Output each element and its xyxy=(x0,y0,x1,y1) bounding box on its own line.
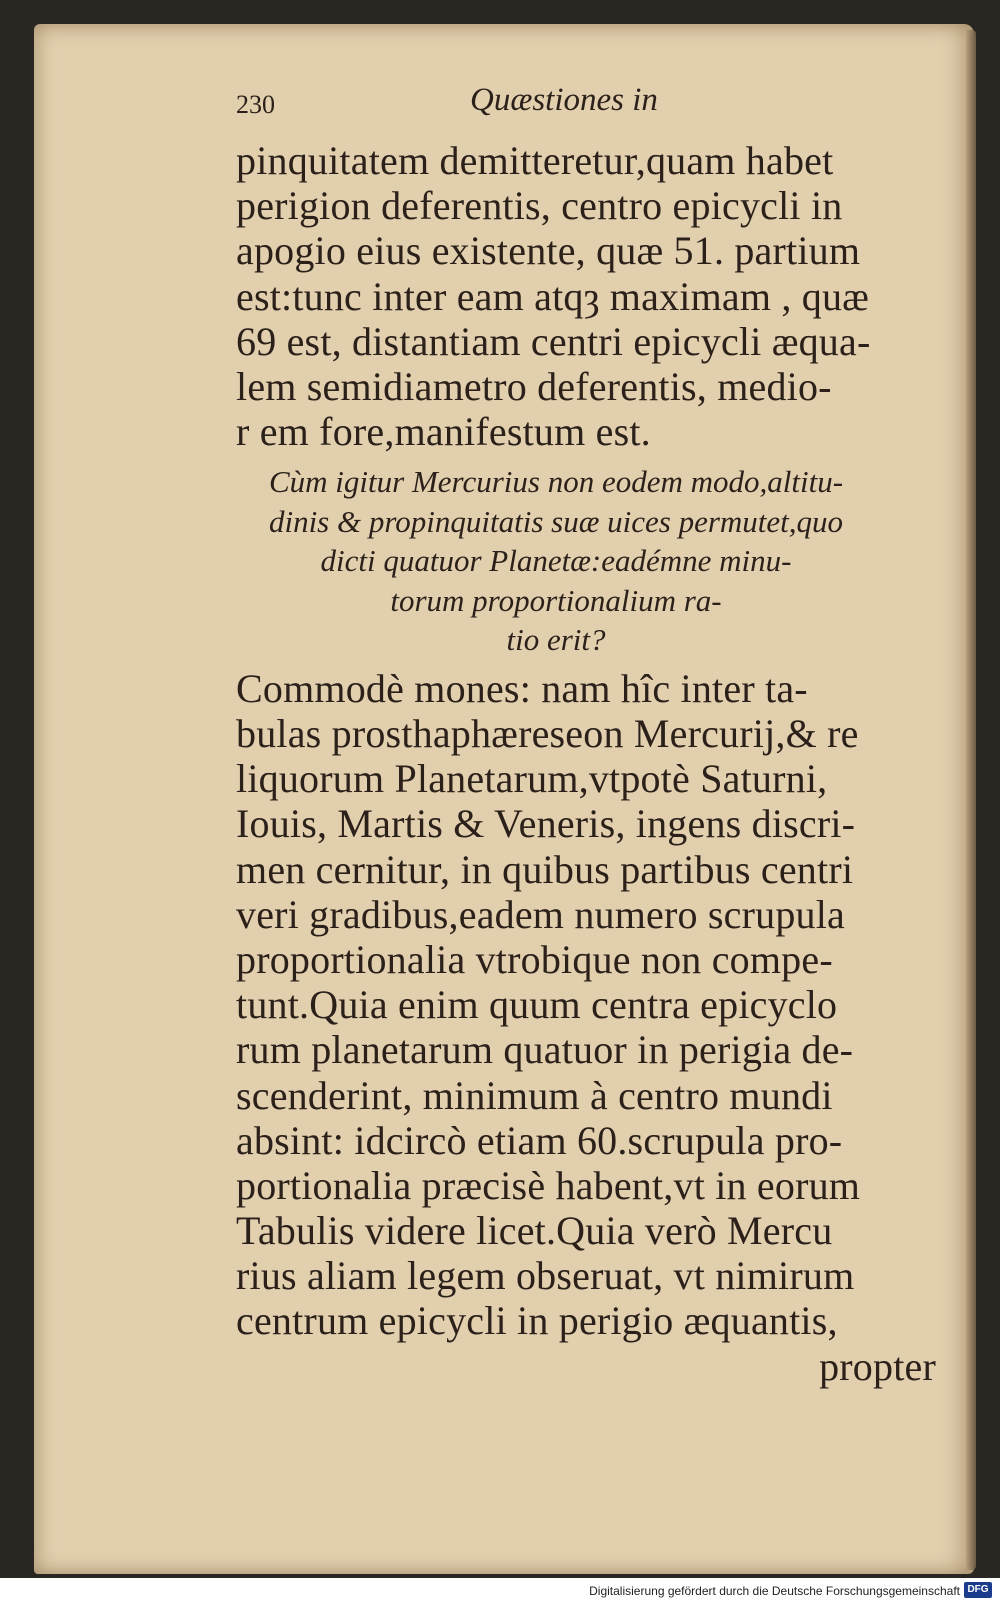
italic-line: torum proportionalium ra- xyxy=(390,582,722,618)
text-line: men cernitur, in quibus partibus centri xyxy=(236,846,854,892)
page-text xyxy=(236,82,936,1389)
text-line: veri gradibus,eadem numero scrupula xyxy=(236,891,846,937)
text-line: pinquitatem demitteretur,quam habet xyxy=(236,138,834,183)
italic-line: dicti quatuor Planetæ:eadémne minu- xyxy=(320,543,792,579)
catchword: propter xyxy=(819,1343,936,1389)
dfg-logo: DFG xyxy=(964,1582,992,1598)
text-line: Tabulis videre licet.Quia verò Mercu xyxy=(236,1208,833,1254)
page-number: 230 xyxy=(236,90,275,119)
text-line: liquorum Planetarum,vtpotè Saturni, xyxy=(236,756,828,802)
italic-line: Cùm igitur Mercurius non eodem modo,altitu- xyxy=(268,464,844,500)
text-line: Commodè mones: nam hîc inter ta- xyxy=(236,665,808,711)
footer-bar xyxy=(0,1578,1000,1607)
italic-question xyxy=(236,462,936,660)
text-line: scenderint, minimum à centro mundi xyxy=(236,1072,833,1118)
page-header xyxy=(236,82,936,138)
text-line: absint: idcircò etiam 60.scrupula pro- xyxy=(236,1117,843,1163)
text-line: lem semidiametro deferentis, medio- xyxy=(236,363,832,409)
text-line: 69 est, distantiam centri epicycli æqua- xyxy=(236,318,871,364)
text-line: tunt.Quia enim quum centra epicyclo xyxy=(236,982,838,1028)
text-line: apogio eius existente, quæ 51. partium xyxy=(236,228,861,274)
text-line: est:tunc inter eam atqȝ maximam , quæ xyxy=(236,273,870,319)
body-top xyxy=(236,138,936,454)
text-line: rius aliam legem obseruat, vt nimirum xyxy=(236,1253,855,1299)
text-line: portionalia præcisè habent,vt in eorum xyxy=(236,1162,861,1208)
text-line: rum planetarum quatuor in perigia de- xyxy=(236,1027,854,1073)
text-line: Iouis, Martis & Veneris, ingens discri- xyxy=(236,801,856,847)
funding-note: Digitalisierung gefördert durch die Deutsche Forschungsgemeinschaft xyxy=(589,1584,960,1598)
text-line: r em fore,manifestum est. xyxy=(236,409,651,455)
text-line: proportionalia vtrobique non compe- xyxy=(236,936,833,982)
text-line: centrum epicycli in perigio æquantis, xyxy=(236,1298,838,1344)
body-bottom xyxy=(236,666,936,1389)
italic-line: dinis & propinquitatis suæ uices permutet,quo xyxy=(268,503,844,539)
running-head: Quæstiones in xyxy=(470,82,658,118)
page-edge xyxy=(966,30,976,1570)
text-line: bulas prosthaphæreseon Mercurij,& re xyxy=(236,711,859,756)
text-line: perigion deferentis, centro epicycli in xyxy=(236,183,843,229)
italic-line: tio erit? xyxy=(506,622,606,658)
